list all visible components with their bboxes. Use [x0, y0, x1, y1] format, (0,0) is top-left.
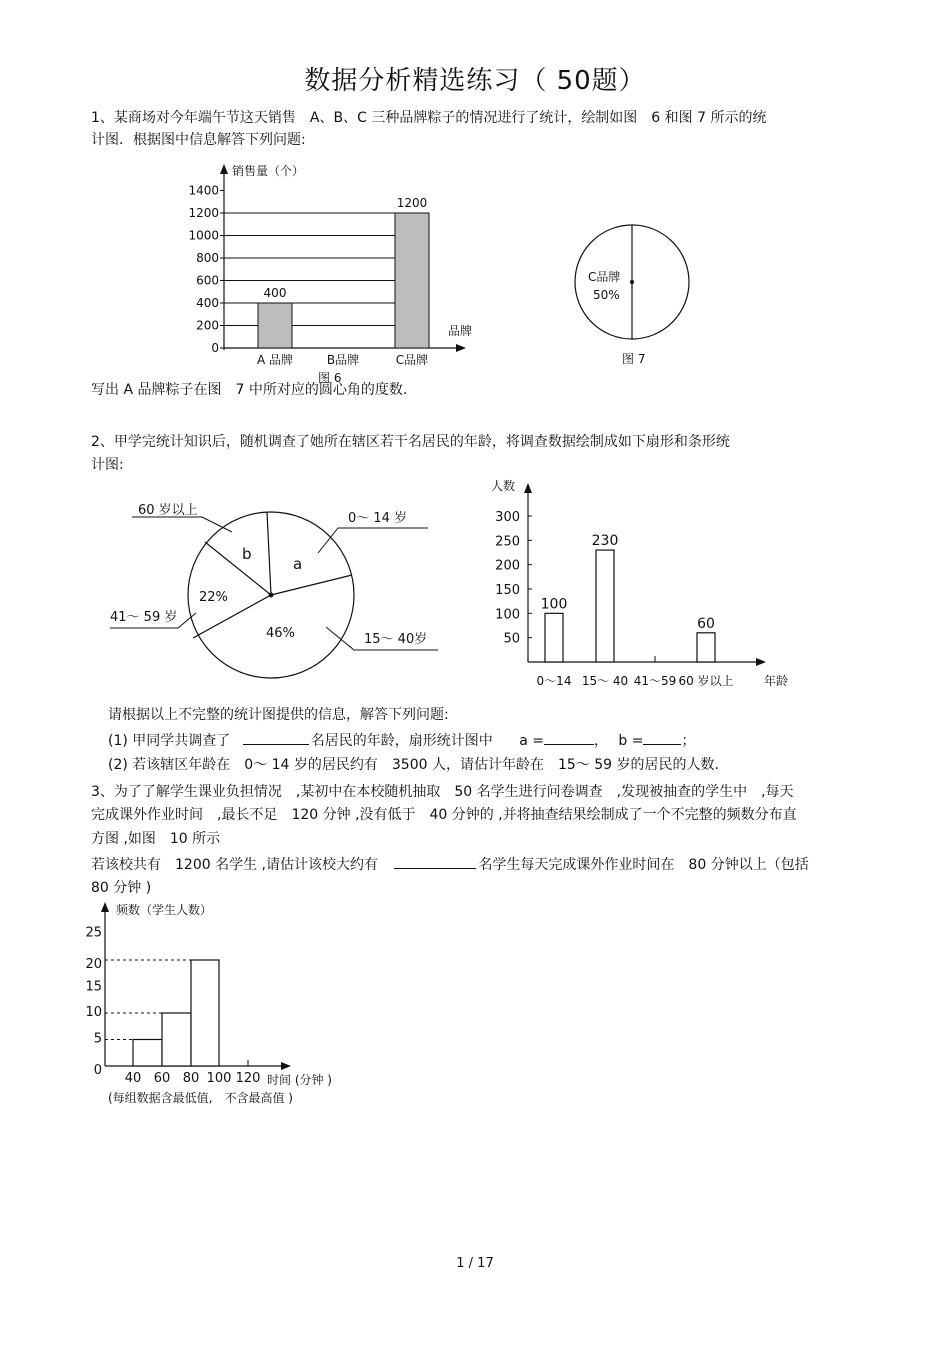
q2-bar-ytick-label: 300 — [495, 509, 520, 525]
q2-bar-y-arrow — [524, 483, 532, 493]
fig6-category-label: A 品牌 — [256, 353, 294, 367]
q2-bar-ytick-label: 250 — [495, 534, 520, 550]
fig10-ylabel: 频数（学生人数） — [116, 903, 213, 917]
fig10-ytick-label: 25 — [85, 925, 102, 941]
q2-bar-category-label: 60 岁以上 — [678, 674, 734, 688]
fig6-ytick-label: 200 — [196, 318, 219, 333]
q2-bar-ytick-label: 100 — [495, 607, 520, 623]
page-number: 1 / 17 — [456, 1256, 494, 1271]
fig6-ytick-label: 400 — [196, 296, 219, 310]
fig10-x-arrow — [281, 1062, 291, 1070]
q2-sub1-part2: 名居民的年龄，扇形统计图中 — [310, 733, 493, 749]
page-title: 数据分析精选练习（ 50题） — [304, 66, 646, 96]
fig6-ylabel: 销售量（个） — [232, 164, 305, 178]
fig10-xtick-label: 100 — [206, 1071, 232, 1086]
fig6-ytick-label: 1200 — [188, 206, 219, 220]
fig7-title: 图 7 — [622, 352, 646, 366]
q2-bar-x-arrow — [756, 658, 766, 666]
fig10-bar — [133, 1040, 162, 1067]
fig10-histogram — [80, 898, 360, 1118]
q2-bar — [596, 550, 614, 662]
q2-bar-data-label: 100 — [540, 596, 568, 613]
pie-label-41-59: 41～ 59 岁 — [110, 610, 178, 625]
q2-bar-chart — [488, 475, 808, 690]
q2-sub1-comma: ， — [593, 733, 608, 749]
pie-label-60plus: 60 岁以上 — [138, 503, 198, 518]
fig6-data-label: 400 — [263, 286, 287, 300]
fig10-note: (每组数据含最低值, 不含最高值 ) — [108, 1091, 293, 1105]
answer-blank-b[interactable] — [643, 730, 681, 745]
q2-pie-radius-4 — [271, 575, 352, 595]
fig6-ytick-label: 1000 — [188, 228, 219, 243]
q2-pie-radius-1 — [267, 512, 271, 595]
q2-pie-center — [269, 593, 274, 598]
fig6-data-label: 1200 — [396, 196, 428, 210]
leader-60plus — [132, 517, 232, 532]
q2-bar-category-label: 41～59 — [633, 674, 677, 688]
q3-line4 — [91, 854, 809, 875]
q2-bar-data-label: 230 — [591, 533, 619, 550]
q3-line1: 3、为了了解学生课业负担情况 ,某初中在本校随机抽取 50 名学生进行问卷调查 ,发现被抽查的学生中 ,每天 — [91, 784, 794, 800]
fig7-pie-chart — [572, 222, 722, 372]
q2-bar-ytick-label: 150 — [495, 582, 520, 598]
fig10-xtick-label: 40 — [124, 1071, 142, 1086]
q2-bar-data-label: 60 — [697, 615, 715, 632]
q3-line3: 方图 ,如图 10 所示 — [91, 831, 221, 847]
q2-intro: 请根据以上不完整的统计图提供的信息，解答下列问题: — [108, 707, 449, 723]
fig10-ytick-label: 10 — [85, 1005, 102, 1020]
q2-bar-ylabel: 人数 — [491, 479, 516, 493]
q1-line1: 1、某商场对今年端午节这天销售 A、B、C 三种品牌粽子的情况进行了统计，绘制如图 6 和图 7 所示的统 — [91, 110, 767, 126]
fig10-ytick-label: 20 — [85, 957, 102, 972]
fig6-bar — [395, 213, 429, 348]
q1-line2: 计图．根据图中信息解答下列问题: — [91, 132, 306, 148]
fig10-y-arrow — [101, 902, 109, 912]
pie-label-15-40: 15～ 40岁 — [364, 632, 428, 647]
q2-sub1 — [108, 730, 695, 751]
answer-blank-q3[interactable] — [394, 854, 476, 869]
fig6-bar — [258, 303, 292, 348]
q3-line4-part2: 名学生每天完成课外作业时间在 80 分钟以上（包括 — [478, 857, 809, 873]
q2-bar-category-label: 15～ 40 — [581, 674, 629, 688]
q2-pie-chart — [100, 495, 460, 695]
fig6-xlabel: 品牌 — [448, 324, 473, 338]
q2-sub2: (2) 若该辖区年龄在 0～ 14 岁的居民约有 3500 人，请估计年龄在 15～ 59 岁的居民的人数. — [108, 757, 719, 773]
fig6-ytick-label: 0 — [211, 341, 219, 355]
q3-line5: 80 分钟 ) — [91, 880, 152, 896]
q2-line1: 2、甲学完统计知识后，随机调查了她所在辖区若干名居民的年龄，将调查数据绘制成如下扇形和条形统 — [91, 434, 730, 450]
fig10-ytick-label: 5 — [93, 1031, 102, 1047]
q2-bar — [545, 613, 563, 662]
pie-inner-a: a — [293, 555, 303, 573]
pie-inner-46: 46% — [266, 626, 295, 641]
leader-0-14 — [318, 528, 428, 553]
fig7-slice-label: C品牌 — [588, 270, 621, 284]
q2-sub1-semicolon: ； — [681, 733, 696, 749]
answer-blank-a[interactable] — [544, 730, 594, 745]
q2-sub1-b: b = — [618, 733, 644, 749]
q2-bar-category-label: 0～14 — [536, 674, 572, 688]
pie-label-0-14: 0～ 14 岁 — [348, 511, 408, 526]
q2-bar-ytick-label: 50 — [503, 631, 520, 647]
fig10-xtick-label: 80 — [182, 1071, 200, 1086]
answer-blank-total[interactable] — [243, 730, 309, 745]
fig10-ytick-label: 15 — [85, 979, 102, 995]
fig10-xtick-label: 60 — [153, 1071, 171, 1086]
fig10-xlabel: 时间 (分钟 ) — [267, 1073, 332, 1087]
q2-bar-ytick-label: 200 — [495, 558, 520, 574]
fig6-title: 图 6 — [318, 371, 342, 385]
fig6-x-arrow — [456, 344, 466, 352]
q3-line2: 完成课外作业时间 ,最长不足 120 分钟 ,没有低于 40 分钟的 ,并将抽查结果绘制成了一个不完整的频数分布直 — [91, 807, 797, 823]
fig7-slice-value: 50% — [593, 288, 620, 302]
fig6-category-label: C品牌 — [395, 353, 429, 367]
fig6-y-arrow — [220, 164, 228, 174]
fig7-center-dot — [630, 280, 634, 284]
fig10-xtick-label: 120 — [235, 1071, 261, 1086]
fig6-bar-chart — [180, 160, 480, 390]
q1-question: 写出 A 品牌粽子在图 7 中所对应的圆心角的度数. — [91, 382, 408, 398]
q2-bar-xlabel: 年龄 — [764, 674, 789, 688]
fig6-ytick-label: 1400 — [188, 183, 219, 198]
q2-line2: 计图: — [91, 457, 124, 473]
q3-line4-part1: 若该校共有 1200 名学生 ,请估计该校大约有 — [91, 857, 378, 873]
q2-pie-radius-2 — [205, 542, 271, 595]
pie-inner-b: b — [242, 545, 252, 563]
q2-sub1-a: a = — [519, 733, 544, 749]
fig6-category-label: B品牌 — [326, 353, 360, 367]
q2-bar — [697, 633, 715, 662]
fig6-ytick-label: 800 — [196, 251, 219, 265]
fig6-ytick-label: 600 — [196, 273, 219, 288]
q2-sub1-part1: (1) 甲同学共调查了 — [108, 733, 231, 749]
fig10-bar — [162, 1013, 191, 1066]
pie-inner-22: 22% — [199, 590, 228, 605]
fig10-ytick-label: 0 — [93, 1063, 102, 1078]
fig10-bar — [191, 960, 219, 1066]
